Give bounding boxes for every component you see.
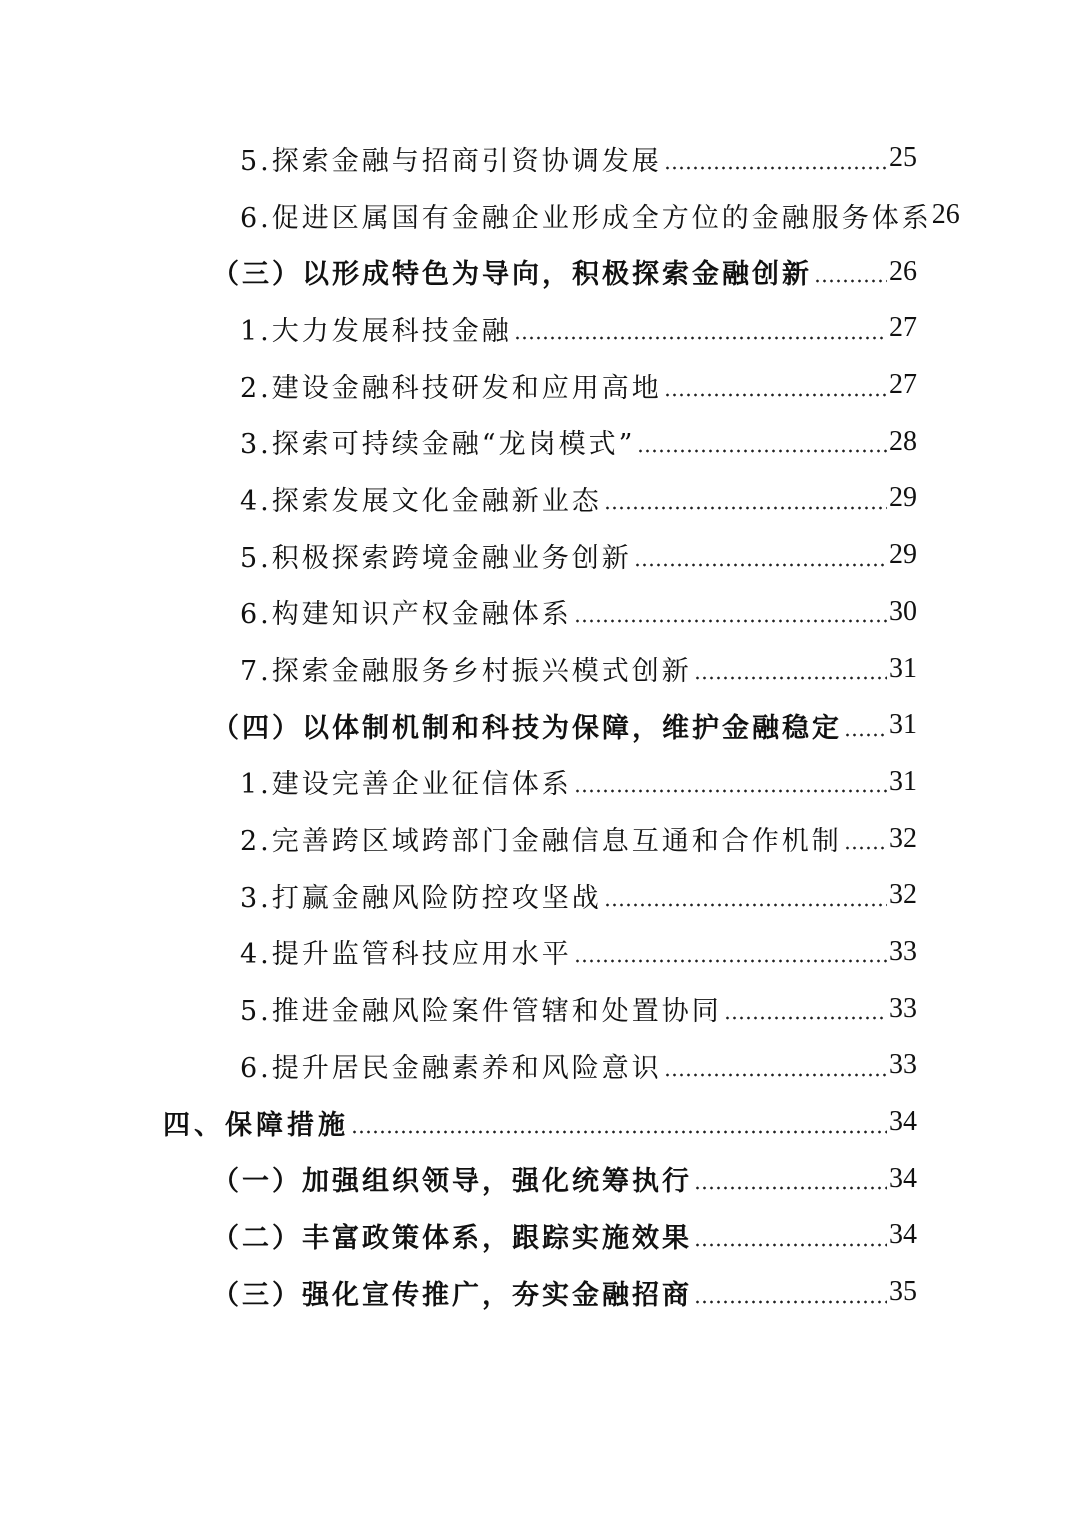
toc-leader-dots <box>694 655 887 682</box>
toc-entry-title: （一）加强组织领导，强化统筹执行 <box>212 1166 692 1198</box>
toc-page-number: 33 <box>889 992 917 1024</box>
toc-page-number: 29 <box>889 482 917 514</box>
toc-entry-title: 1.大力发展科技金融 <box>240 315 512 347</box>
toc-entry <box>0 470 1080 527</box>
toc-entry-title: （四）以体制机制和科技为保障，维护金融稳定 <box>212 712 842 744</box>
toc-leader-dots <box>574 598 887 625</box>
toc-entry <box>0 1150 1080 1207</box>
toc-entry <box>0 243 1080 300</box>
toc-entry-title: 2.建设金融科技研发和应用高地 <box>240 372 662 404</box>
toc-leader-dots <box>694 1279 887 1306</box>
toc-page-number: 31 <box>889 765 917 797</box>
toc-page-number: 26 <box>889 255 917 287</box>
toc-page-number: 27 <box>889 312 917 344</box>
toc-page-number: 33 <box>889 935 917 967</box>
toc-page-number: 34 <box>889 1106 917 1138</box>
toc-page-number: 29 <box>889 539 917 571</box>
toc-leader-dots <box>574 938 887 965</box>
toc-page-number: 31 <box>889 652 917 684</box>
toc-entry-title: 5.积极探索跨境金融业务创新 <box>240 542 632 574</box>
toc-entry <box>0 300 1080 357</box>
toc-page-number: 26 <box>931 199 960 231</box>
toc-entry <box>0 924 1080 981</box>
toc-entry <box>0 584 1080 641</box>
toc-page-number: 30 <box>889 595 917 627</box>
toc-entry-title: 5.推进金融风险案件管辖和处置协同 <box>240 996 722 1028</box>
toc-entry <box>0 187 1080 244</box>
toc-entry <box>0 1094 1080 1151</box>
toc-leader-dots <box>844 712 887 739</box>
table-of-contents <box>0 130 1080 1320</box>
toc-entry <box>0 413 1080 470</box>
toc-entry <box>0 810 1080 867</box>
toc-page-number: 33 <box>889 1049 917 1081</box>
toc-page-number: 28 <box>889 425 917 457</box>
toc-page-number: 25 <box>889 142 917 174</box>
toc-entry <box>0 867 1080 924</box>
toc-leader-dots <box>634 542 887 569</box>
toc-entry <box>0 697 1080 754</box>
toc-entry <box>0 527 1080 584</box>
toc-entry <box>0 640 1080 697</box>
toc-leader-dots <box>351 1109 887 1136</box>
toc-entry-title: 4.提升监管科技应用水平 <box>240 939 572 971</box>
toc-leader-dots <box>844 825 887 852</box>
toc-entry-title: （三）强化宣传推广，夯实金融招商 <box>212 1279 692 1311</box>
toc-page-number: 34 <box>889 1219 917 1251</box>
toc-leader-dots <box>694 1165 887 1192</box>
toc-leader-dots <box>664 1052 887 1079</box>
toc-leader-dots <box>574 768 887 795</box>
toc-entry <box>0 754 1080 811</box>
toc-entry <box>0 1264 1080 1321</box>
toc-entry <box>0 357 1080 414</box>
toc-page-number: 35 <box>889 1276 917 1308</box>
toc-entry-title: 6.构建知识产权金融体系 <box>240 599 572 631</box>
toc-entry-title: 7.探索金融服务乡村振兴模式创新 <box>240 656 692 688</box>
toc-leader-dots <box>637 428 887 455</box>
toc-leader-dots <box>664 145 887 172</box>
toc-entry-title: 6.促进区属国有金融企业形成全方位的金融服务体系 <box>240 202 932 234</box>
toc-leader-dots <box>514 315 887 342</box>
toc-entry-title: 1.建设完善企业征信体系 <box>240 769 572 801</box>
toc-entry <box>0 130 1080 187</box>
toc-page-number: 32 <box>889 822 917 854</box>
toc-page-number: 27 <box>889 369 917 401</box>
toc-entry-title: 3.探索可持续金融“龙岗模式” <box>240 429 636 461</box>
toc-entry-title: 5.探索金融与招商引资协调发展 <box>240 145 662 177</box>
toc-page-number: 32 <box>889 879 917 911</box>
toc-entry-title: 2.完善跨区域跨部门金融信息互通和合作机制 <box>240 826 842 858</box>
toc-leader-dots <box>694 1222 887 1249</box>
toc-entry-title: 6.提升居民金融素养和风险意识 <box>240 1052 662 1084</box>
toc-leader-dots <box>604 882 887 909</box>
toc-page-number: 31 <box>889 709 917 741</box>
toc-entry-title: 4.探索发展文化金融新业态 <box>240 485 602 517</box>
toc-leader-dots <box>814 258 887 285</box>
toc-page-number: 34 <box>889 1162 917 1194</box>
toc-entry-title: （三）以形成特色为导向，积极探索金融创新 <box>212 259 812 291</box>
toc-leader-dots <box>724 995 887 1022</box>
toc-entry <box>0 1037 1080 1094</box>
toc-entry-title: 四、保障措施 <box>163 1109 349 1141</box>
toc-leader-dots <box>664 372 887 399</box>
toc-entry-title: 3.打赢金融风险防控攻坚战 <box>240 882 602 914</box>
toc-entry <box>0 980 1080 1037</box>
toc-leader-dots <box>604 485 887 512</box>
toc-entry-title: （二）丰富政策体系，跟踪实施效果 <box>212 1222 692 1254</box>
toc-entry <box>0 1207 1080 1264</box>
